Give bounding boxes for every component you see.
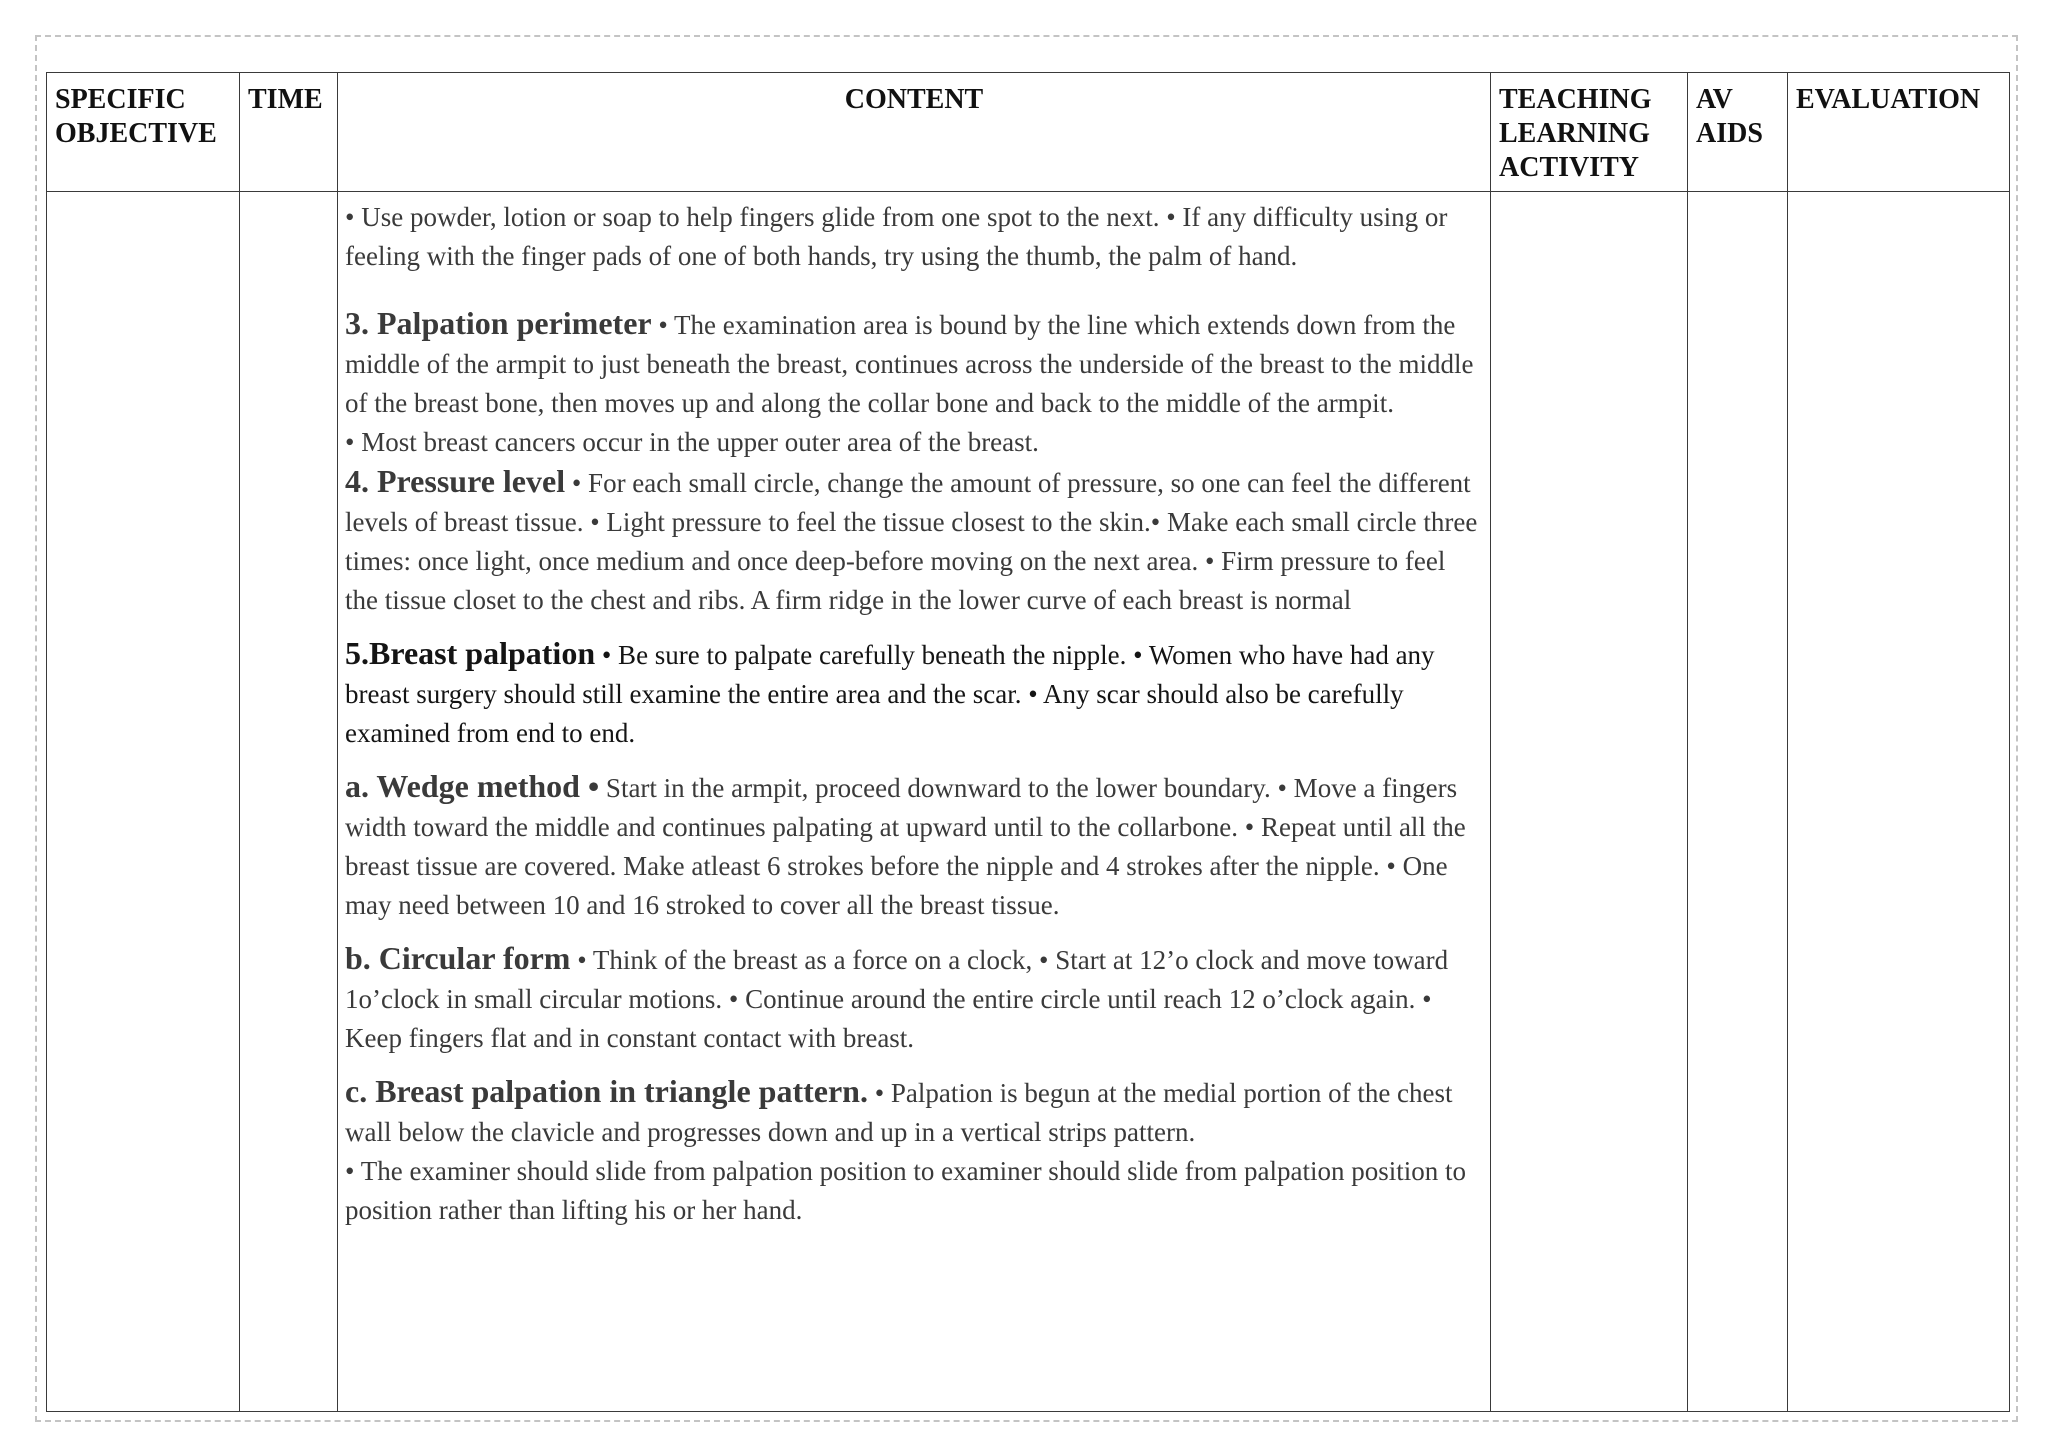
triangle-pattern-extra: • The examiner should slide from palpation position to examiner should slide from palpation position to position rather than lifting his or her hand. — [345, 1156, 1467, 1225]
palpation-perimeter-extra: • Most breast cancers occur in the upper outer area of the breast. — [345, 427, 1039, 457]
content-wedge-method — [345, 767, 1482, 925]
breast-palpation-text: • Be sure to palpate carefully beneath the nipple. • Women who have had any breast surgery should still examine the entire area and the scar. • Any scar should also be carefully examined from end to end. — [345, 640, 1435, 748]
content-intro: • Use powder, lotion or soap to help fingers glide from one spot to the next. • If any difficulty using or feeling with the finger pads of one of both hands, try using the thumb, the palm of hand. — [345, 202, 1448, 271]
triangle-pattern-heading: c. Breast palpation in triangle pattern. — [345, 1073, 868, 1109]
wedge-method-text: Start in the armpit, proceed downward to the lower boundary. • Move a fingers width toward the middle and continues palpating at upward until to the collarbone. • Repeat until all the breast tissue are covered. Make atleast 6 strokes before the nipple and 4 strokes after the nipple. • One may need between 10 and 16 stroked to cover all the breast tissue. — [345, 773, 1466, 920]
content-circular-form — [345, 939, 1482, 1058]
content-pressure-level — [345, 462, 1482, 620]
content-palpation-perimeter — [345, 304, 1482, 462]
cell-av-aids — [1688, 192, 1788, 1412]
cell-teaching-learning-activity — [1491, 192, 1688, 1412]
table-row — [47, 192, 2010, 1412]
wedge-method-heading: a. Wedge method • — [345, 768, 600, 804]
circular-form-heading: b. Circular form — [345, 940, 571, 976]
breast-palpation-heading: 5.Breast palpation — [345, 635, 596, 671]
pressure-level-text: • For each small circle, change the amount of pressure, so one can feel the different levels of breast tissue. • Light pressure to feel the tissue closest to the skin.• Make each small circle three times: once light, once medium and once deep-before moving on the next area. • Firm pressure to feel the tissue closet to the chest and ribs. A firm ridge in the lower curve of each breast is normal — [345, 468, 1478, 615]
header-teaching-learning-activity: TEACHING LEARNING ACTIVITY — [1491, 73, 1688, 192]
table-header-row — [47, 73, 2010, 192]
circular-form-text: • Think of the breast as a force on a clock, • Start at 12’o clock and move toward 1o’clock in small circular motions. • Continue around the entire circle until reach 12 o’clock again. • Keep fingers flat and in constant contact with breast. — [345, 945, 1449, 1053]
lesson-plan-table — [46, 72, 2010, 1412]
header-content: CONTENT — [338, 73, 1491, 192]
header-specific-objective: SPECIFIC OBJECTIVE — [47, 73, 240, 192]
header-av-aids: AV AIDS — [1688, 73, 1788, 192]
palpation-perimeter-text: • The examination area is bound by the line which extends down from the middle of the armpit to just beneath the breast, continues across the underside of the breast to the middle of the breast bone, then moves up and along the collar bone and back to the middle of the armpit. — [345, 310, 1474, 418]
palpation-perimeter-heading: 3. Palpation perimeter — [345, 305, 652, 341]
content-triangle-pattern — [345, 1072, 1482, 1230]
header-evaluation: EVALUATION — [1788, 73, 2010, 192]
cell-time — [240, 192, 338, 1412]
content-breast-palpation — [345, 634, 1482, 753]
triangle-pattern-text: • Palpation is begun at the medial portion of the chest wall below the clavicle and progresses down and up in a vertical strips pattern. — [345, 1078, 1453, 1147]
pressure-level-heading: 4. Pressure level — [345, 463, 566, 499]
cell-evaluation — [1788, 192, 2010, 1412]
header-time: TIME — [240, 73, 338, 192]
cell-content — [338, 192, 1491, 1412]
cell-specific-objective — [47, 192, 240, 1412]
